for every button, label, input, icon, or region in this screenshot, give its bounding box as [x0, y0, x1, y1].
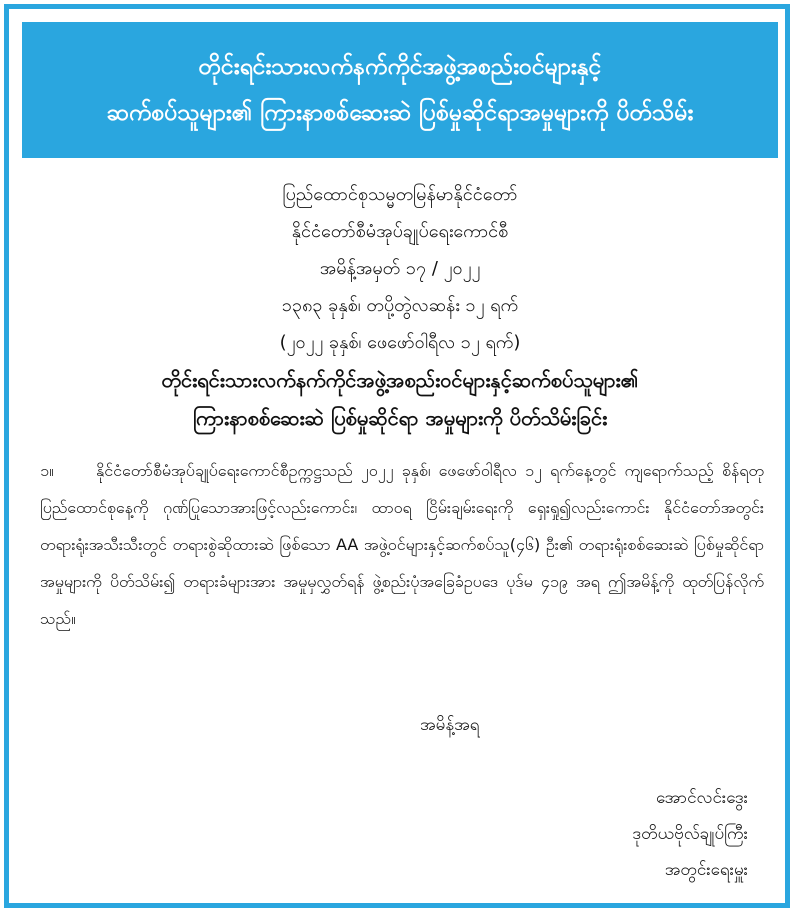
order-paragraph — [40, 452, 764, 637]
signature-block — [632, 780, 748, 888]
order-number: အမိန့်အမှတ် ၁၇ / ၂၀၂၂ — [319, 258, 481, 279]
by-order-label: အမိန့်အရ — [420, 715, 480, 735]
gregorian-date: (၂၀၂၂ ခုနှစ်၊ ဖေဖော်ဝါရီလ ၁၂ ရက်) — [279, 332, 521, 353]
paragraph-text: နိုင်ငံတော်စီမံအုပ်ချုပ်ရေးကောင်စီဥက္ကဋ္ဌသည် ၂၀၂၂ ခုနှစ်၊ ဖေဖော်ဝါရီလ ၁၂ ရက်နေ့တွင် ကျရောက်သည့် စိန်ရတုပြည်ထောင်စုနေ့ကို ဂုဏ်ပြုသောအားဖြင့်လည်းကောင်း၊ ထာဝရ ငြိမ်းချမ်းရေးကို ရှေးရှု၍လည်းကောင်း နိုင်ငံတော်အတွင်း တရားရုံးအသီးသီးတွင် တရားစွဲဆိုထားဆဲ ဖြစ်သော AA အဖွဲ့ဝင်များနှင့်ဆက်စပ်သူ(၄၆) ဦး၏ တရားရုံးစစ်ဆေးဆဲ ပြစ်မှုဆိုင်ရာအမှုများကို ပိတ်သိမ်း၍ တရားခံများအား အမှုမှလွှတ်ရန် ဖွဲ့စည်းပုံအခြေခံဥပဒေ ပုဒ်မ ၄၁၉ အရ ဤအမိန့်ကို ထုတ်ပြန်လိုက်သည်။ — [40, 461, 764, 628]
country-name: ပြည်ထောင်စုသမ္မတမြန်မာနိုင်ငံတော် — [282, 184, 518, 205]
council-name: နိုင်ငံတော်စီမံအုပ်ချုပ်ရေးကောင်စီ — [291, 221, 509, 242]
myanmar-date: ၁၃၈၃ ခုနှစ်၊ တပို့တွဲလဆန်း ၁၂ ရက် — [281, 295, 519, 316]
subject-line-2: ကြားနာစစ်ဆေးဆဲ ပြစ်မှုဆိုင်ရာ အမှုများကို ပိတ်သိမ်းခြင်း — [192, 406, 608, 430]
order-header — [30, 176, 770, 437]
title-banner — [22, 22, 778, 158]
signer-rank: ဒုတိယဗိုလ်ချုပ်ကြီး — [632, 824, 748, 844]
subject-line-1: တိုင်းရင်းသားလက်နက်ကိုင်အဖွဲ့အစည်းဝင်များနှင့်ဆက်စပ်သူများ၏ — [161, 368, 639, 392]
signer-title: အတွင်းရေးမှူး — [664, 860, 748, 880]
paragraph-number: ၁။ — [40, 461, 54, 480]
signer-name: အောင်လင်းဒွေး — [655, 788, 748, 808]
banner-title-line-1: တိုင်းရင်းသားလက်နက်ကိုင်အဖွဲ့အစည်းဝင်များနှင့် — [198, 54, 602, 80]
banner-title-line-2: ဆက်စပ်သူများ၏ ကြားနာစစ်ဆေးဆဲ ပြစ်မှုဆိုင်ရာအမှုများကို ပိတ်သိမ်း — [106, 100, 694, 126]
